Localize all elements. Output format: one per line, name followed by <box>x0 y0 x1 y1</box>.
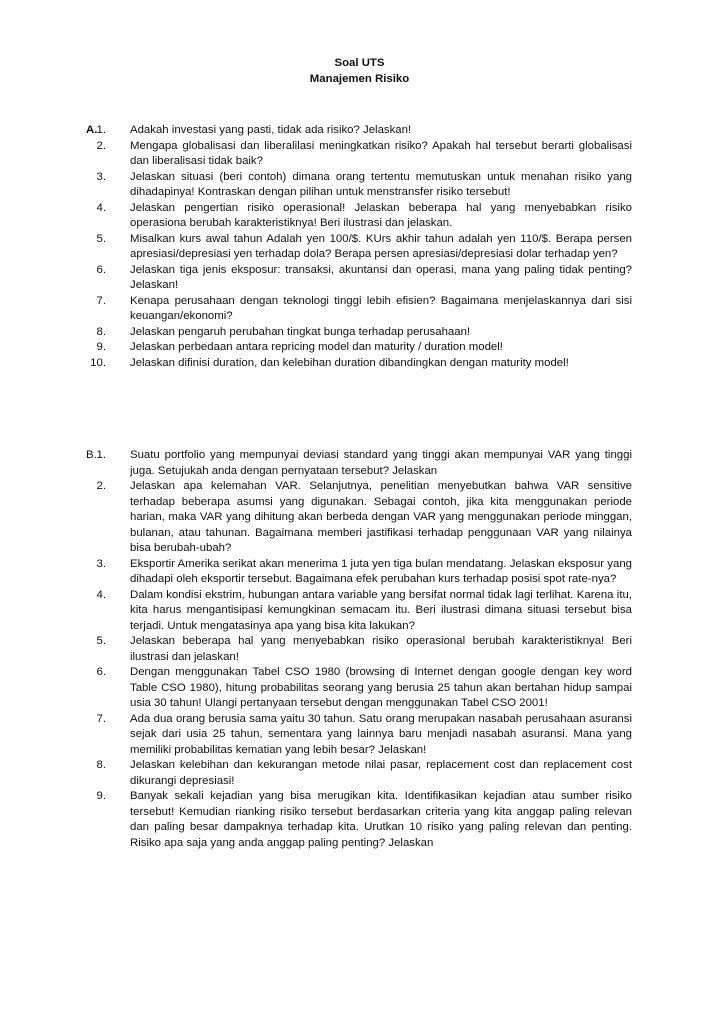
question-text: Jelaskan apa kelemahan VAR. Selanjutnya, penelitian menyebutkan bahwa VAR sensitive terhadap beberapa asumsi yang digunakan. Sebagai contoh, jika kita menggunakan periode harian, maka VAR yang dihitung akan berbeda dengan VAR yang menggunakan periode minggan, bulanan, atau tahunan. Bagaimana memberi jastifikasi terhadap penggunaan VAR yang nilainya bisa berubah-ubah? <box>130 480 632 554</box>
section-a-question-4 <box>86 201 632 232</box>
question-number: 4. <box>96 201 106 214</box>
section-b-letter: B. <box>86 449 97 461</box>
section-b-question-4 <box>86 588 632 635</box>
question-number: 2. <box>96 139 106 152</box>
question-text: Jelaskan pengertian risiko operasional! Jelaskan beberapa hal yang menyebabkan risiko operasiona berubah karakteristiknya! Beri ilustrasi dan jelaskan. <box>130 201 632 229</box>
question-text: Adakah investasi yang pasti, tidak ada risiko? Jelaskan! <box>130 124 412 136</box>
question-number: 5. <box>96 635 106 647</box>
question-number: 9. <box>96 341 106 353</box>
question-text: Jelaskan tiga jenis eksposur: transaksi, akuntansi dan operasi, mana yang paling tidak penting? Jelaskan! <box>130 263 632 291</box>
section-a-question-8 <box>86 325 632 341</box>
question-text: Dengan menggunakan Tabel CSO 1980 (browsing di Internet dengan google dengan key word Table CSO 1980), hitung probabilitas seorang yang berusia 25 tahun akan bertahan hidup sampai usia 30 tahun! Ulangi pertanyaan tersebut dengan menggunakan Tabel CSO 2001! <box>130 666 632 709</box>
section-a-question-9 <box>86 340 632 356</box>
question-number: 8. <box>96 759 106 771</box>
section-b-question-8 <box>86 758 632 789</box>
question-number: 6. <box>96 666 106 678</box>
section-a-question-10 <box>86 356 632 372</box>
section-b-question-2 <box>86 479 632 557</box>
question-number: 1. <box>96 124 106 136</box>
question-number: 3. <box>96 557 106 570</box>
section-a-question-3 <box>86 170 632 201</box>
question-number: 7. <box>96 294 106 307</box>
question-text: Jelaskan beberapa hal yang menyebabkan risiko operasional berubah karakteristiknya! Beri ilustrasi dan jelaskan! <box>130 635 632 663</box>
question-text: Suatu portfolio yang mempunyai deviasi standard yang tinggi akan mempunyai VAR yang tinggi juga. Setujukah anda dengan pernyataan tersebut? Jelaskan <box>130 449 632 477</box>
section-b-question-1 <box>86 448 632 479</box>
question-number: 5. <box>96 232 106 245</box>
section-b <box>86 448 632 851</box>
document-subtitle: Manajemen Risiko <box>309 73 410 85</box>
question-number: 1. <box>96 449 106 461</box>
question-number: 7. <box>96 712 106 725</box>
section-a-question-2 <box>86 139 632 170</box>
document-title: Soal UTS <box>334 57 385 69</box>
question-text: Dalam kondisi ekstrim, hubungan antara variable yang bersifat normal tidak lagi terlihat. Karena itu, kita harus mengantisipasi kemungkinan semacam itu. Beri ilustrasi dimana situasi tersebut bisa terjadi. Untuk mengatasinya apa yang bisa kita lakukan? <box>130 588 632 632</box>
question-number: 3. <box>96 170 106 183</box>
section-b-question-6 <box>86 665 632 712</box>
question-text: Mengapa globalisasi dan liberalilasi meningkatkan risiko? Apakah hal tersebut berarti globalisasi dan liberalisasi tidak baik? <box>130 139 632 167</box>
section-b-question-9 <box>86 789 632 851</box>
question-number: 4. <box>96 588 106 601</box>
section-a-question-6 <box>86 263 632 294</box>
section-b-question-list <box>86 448 632 851</box>
question-text: Jelaskan perbedaan antara repricing model dan maturity / duration model! <box>130 341 503 353</box>
question-text: Ada dua orang berusia sama yaitu 30 tahun. Satu orang merupakan nasabah perusahaan asuransi sejak dari usia 25 tahun, sementara yang lainnya baru menjadi nasabah asuransi. Mana yang memiliki probabilitas kematian yang lebih besar? Jelaskan! <box>130 712 632 756</box>
question-text: Jelaskan situasi (beri contoh) dimana orang tertentu memutuskan untuk menahan risiko yang dihadapinya! Kontraskan dengan pilihan untuk menstransfer risiko tersebut! <box>130 170 632 198</box>
section-a-question-list <box>86 123 632 371</box>
section-a <box>86 123 632 371</box>
section-a-letter: A. <box>86 124 98 136</box>
question-text: Banyak sekali kejadian yang bisa merugikan kita. Identifikasikan kejadian atau sumber risiko tersebut! Kemudian rianking risiko tersebut berdasarkan criteria yang kita anggap paling relevan dan paling besar dampaknya terhadap kita. Urutkan 10 risiko yang paling relevan dan penting. Risiko apa saja yang anda anggap paling penting? Jelaskan <box>130 790 632 849</box>
question-text: Jelaskan kelebihan dan kekurangan metode nilai pasar, replacement cost dan replacement cost dikurangi depresiasi! <box>130 759 632 787</box>
section-a-question-7 <box>86 294 632 325</box>
question-number: 10. <box>90 356 106 369</box>
question-number: 9. <box>96 790 106 802</box>
question-text: Misalkan kurs awal tahun Adalah yen 100/$. KUrs akhir tahun adalah yen 110/$. Berapa persen apresiasi/depresiasi yen terhadap dola? Berapa persen apresiasi/depresiasi dolar terhadap yen? <box>130 232 632 260</box>
question-text: Eksportir Amerika serikat akan menerima 1 juta yen tiga bulan mendatang. Jelaskan eksposur yang dihadapi oleh eksportir tersebut. Bagaimana efek perubahan kurs terhadap posisi spot rate-nya? <box>130 557 632 585</box>
question-number: 6. <box>96 263 106 276</box>
section-a-question-1 <box>86 123 632 139</box>
question-number: 8. <box>96 325 106 338</box>
section-b-question-3 <box>86 557 632 588</box>
section-b-question-7 <box>86 712 632 759</box>
document-header <box>0 55 719 87</box>
question-text: Kenapa perusahaan dengan teknologi tinggi lebih efisien? Bagaimana menjelaskannya dari sisi keuangan/ekonomi? <box>130 294 632 322</box>
question-text: Jelaskan difinisi duration, dan kelebihan duration dibandingkan dengan maturity model! <box>130 356 569 369</box>
question-number: 2. <box>96 480 106 492</box>
question-text: Jelaskan pengaruh perubahan tingkat bunga terhadap perusahaan! <box>130 325 471 338</box>
section-b-question-5 <box>86 634 632 665</box>
section-a-question-5 <box>86 232 632 263</box>
